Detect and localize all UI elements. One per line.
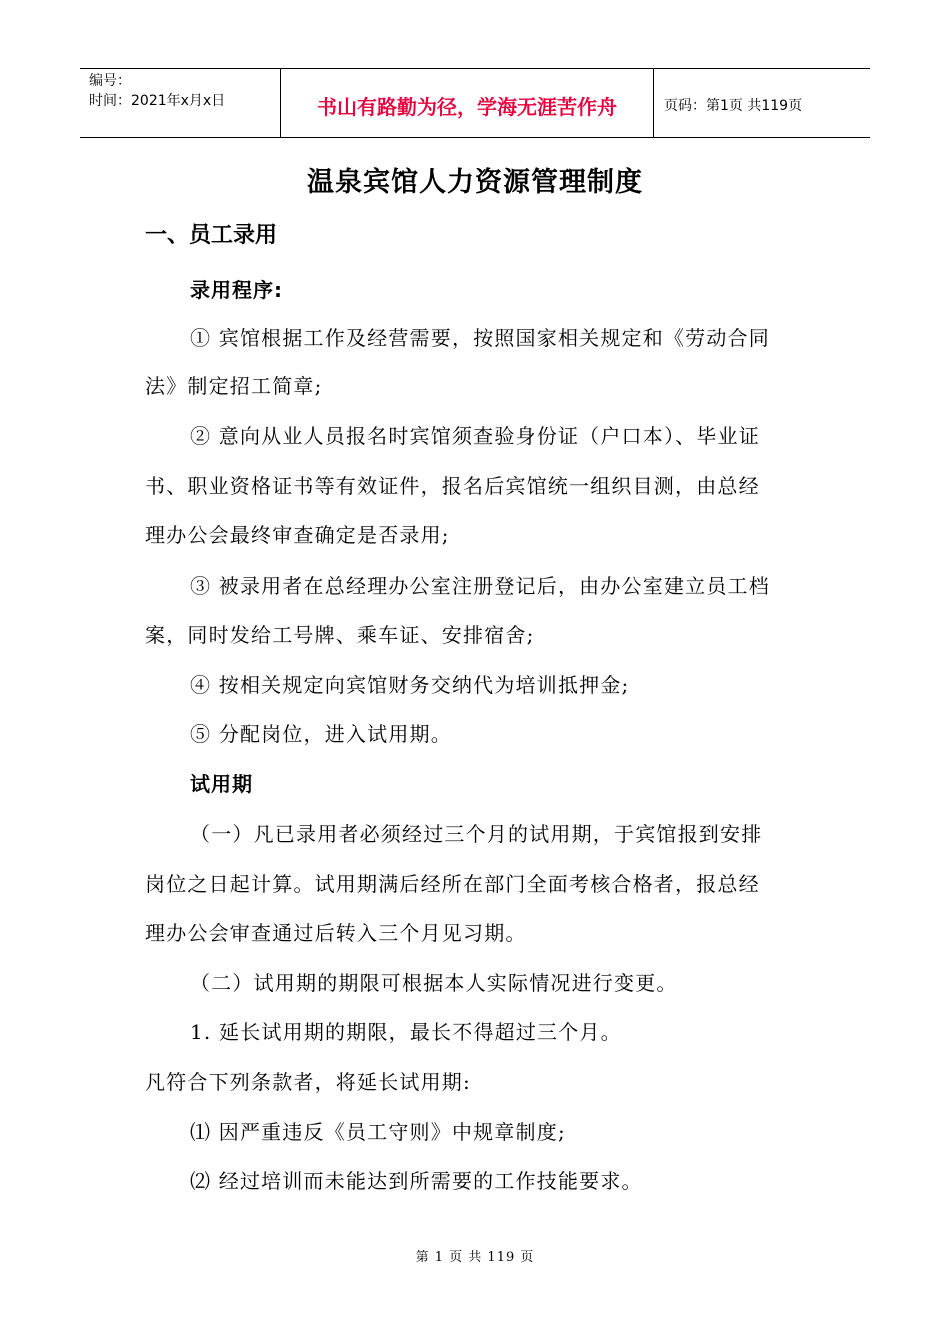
subheading-hiring-procedure: 录用程序: bbox=[190, 278, 283, 302]
document-header bbox=[80, 68, 870, 138]
paragraph-line: 岗位之日起计算。试用期满后经所在部门全面考核合格者，报总经 bbox=[145, 872, 760, 896]
paragraph-line: ⑴ 因严重违反《员工守则》中规章制度; bbox=[190, 1120, 566, 1144]
page-footer: 第 1 页 共 119 页 bbox=[415, 1250, 535, 1265]
paragraph-line: （一）凡已录用者必须经过三个月的试用期，于宾馆报到安排 bbox=[190, 822, 763, 846]
section-heading: 一、员工录用 bbox=[145, 223, 278, 248]
paragraph-line: ② 意向从业人员报名时宾馆须查验身份证（户口本）、毕业证 bbox=[190, 424, 760, 448]
paragraph-line: 案，同时发给工号牌、乘车证、安排宿舍; bbox=[145, 623, 535, 647]
header-motto: 书山有路勤为径，学海无涯苦作舟 bbox=[281, 69, 654, 137]
subheading-probation: 试用期 bbox=[190, 772, 253, 796]
paragraph-line: 理办公会审查通过后转入三个月见习期。 bbox=[145, 921, 527, 945]
header-meta bbox=[80, 69, 281, 137]
paragraph-line: ⑵ 经过培训而未能达到所需要的工作技能要求。 bbox=[190, 1169, 643, 1193]
paragraph-line: 理办公会最终审查确定是否录用; bbox=[145, 523, 450, 547]
paragraph-line: 1. 延长试用期的期限，最长不得超过三个月。 bbox=[190, 1020, 622, 1044]
time-label: 时间：2021年x月x日 bbox=[89, 93, 226, 109]
paragraph-line: ⑤ 分配岗位，进入试用期。 bbox=[190, 722, 452, 746]
number-label: 编号： bbox=[89, 73, 131, 89]
document-title: 温泉宾馆人力资源管理制度 bbox=[307, 167, 643, 198]
paragraph-line: ③ 被录用者在总经理办公室注册登记后，由办公室建立员工档 bbox=[190, 574, 770, 598]
paragraph-line: ① 宾馆根据工作及经营需要，按照国家相关规定和《劳动合同 bbox=[190, 326, 770, 350]
paragraph-line: ④ 按相关规定向宾馆财务交纳代为培训抵押金; bbox=[190, 673, 630, 697]
header-page-info: 页码：第1页 共119页 bbox=[664, 98, 803, 114]
paragraph-line: 凡符合下列条款者，将延长试用期: bbox=[145, 1070, 471, 1094]
paragraph-line: 书、职业资格证书等有效证件，报名后宾馆统一组织目测，由总经 bbox=[145, 474, 760, 498]
paragraph-line: （二）试用期的期限可根据本人实际情况进行变更。 bbox=[190, 971, 678, 995]
paragraph-line: 法》制定招工简章; bbox=[145, 374, 323, 398]
